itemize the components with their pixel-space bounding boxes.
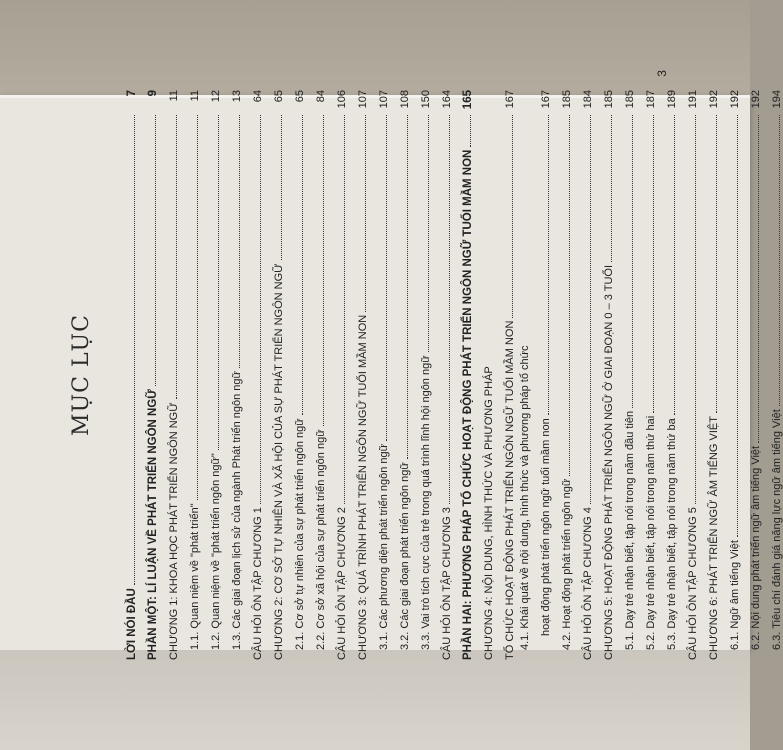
toc-entry-page: 65: [273, 90, 285, 103]
dot-leader: [343, 115, 345, 504]
toc-entry-label: PHẦN HAI: PHƯƠNG PHÁP TỔ CHỨC HOẠT ĐỘNG PHÁT TRIỂN NGÔN NGỮ TUỔI MẦM NON: [462, 149, 474, 660]
dot-leader: [715, 115, 717, 413]
dot-leader: [364, 115, 366, 312]
toc-entry-page: 185: [603, 90, 615, 109]
toc-entry: [201, 90, 222, 660]
toc-entry: [327, 90, 348, 660]
dot-leader: [301, 115, 303, 415]
toc-entry-label: CHƯƠNG 4: NỘI DUNG, HÌNH THỨC VÀ PHƯƠNG PHÁP: [483, 366, 495, 660]
toc-entry: [531, 90, 552, 660]
toc-entry-page: 187: [645, 90, 657, 109]
toc-entry: [678, 90, 699, 660]
toc-entry-page: 9: [147, 90, 159, 97]
dot-leader: [217, 115, 219, 450]
toc-entry: [516, 90, 531, 660]
toc-list: [117, 90, 783, 660]
toc-entry-page: 7: [126, 90, 138, 97]
toc-entry-page: 106: [336, 90, 348, 109]
toc-entry-label: 2.2. Cơ sở xã hội của sự phát triển ngôn ngữ: [315, 429, 327, 650]
dot-leader: [196, 115, 198, 500]
toc-entry-label: hoạt động phát triển ngôn ngữ tuổi mầm non: [540, 418, 552, 636]
toc-entry-page: 192: [729, 90, 741, 109]
toc-entry-label: 3.2. Các giai đoạn phát triển ngôn ngữ: [399, 462, 411, 650]
toc-entry-label: 4.1. Khái quát về nội dung, hình thức và phương pháp tổ chức: [519, 345, 531, 650]
toc-entry: [306, 90, 327, 660]
toc-entry: [411, 90, 432, 660]
toc-entry-page: 84: [315, 90, 327, 103]
dot-leader: [568, 115, 570, 476]
page-number: 3: [655, 70, 669, 77]
background-surface-bottom: [0, 650, 750, 750]
toc-entry-label: PHẦN MỘT: LÍ LUẬN VỀ PHÁT TRIỂN NGÔN NGỮ: [147, 389, 159, 660]
toc-entry-label: CHƯƠNG 3: QUÁ TRÌNH PHÁT TRIỂN NGÔN NGỮ TUỔI MẦM NON: [357, 314, 369, 660]
toc-entry-label: 1.1. Quan niệm về "phát triển": [189, 503, 201, 650]
dot-leader: [694, 115, 696, 504]
toc-entry-page: 167: [540, 90, 552, 109]
dot-leader: [589, 115, 591, 504]
background-surface: [0, 0, 750, 95]
toc-entry-label: CHƯƠNG 6: PHÁT TRIỂN NGỮ ÂM TIẾNG VIỆT: [708, 416, 720, 660]
toc-entry-label: 1.2. Quan niệm về "phát triển ngôn ngữ": [210, 453, 222, 650]
toc-entry-label: 5.3. Dạy trẻ nhận biết, tập nói trong năm thứ ba: [666, 418, 678, 650]
toc-entry-label: 6.2. Nội dung phát triển ngữ âm tiếng Việt: [750, 445, 762, 650]
dot-leader: [280, 115, 282, 260]
toc-entry: [243, 90, 264, 660]
toc-entry: [264, 90, 285, 660]
toc-entry-page: 185: [624, 90, 636, 109]
toc-entry: [117, 90, 138, 660]
toc-entry-label: LỜI NÓI ĐẦU: [126, 588, 138, 660]
dot-leader: [778, 115, 780, 406]
toc-entry-page: 107: [357, 90, 369, 109]
toc-entry-label: TỔ CHỨC HOẠT ĐỘNG PHÁT TRIỂN NGÔN NGỮ TUỔI MẦM NON: [504, 320, 516, 660]
toc-entry: [741, 90, 762, 660]
toc-entry: [138, 90, 159, 660]
toc-entry: [285, 90, 306, 660]
toc-entry: [720, 90, 741, 660]
toc-entry: [180, 90, 201, 660]
toc-entry-label: 4.2. Hoạt động phát triển ngôn ngữ: [561, 478, 573, 650]
toc-entry-page: 192: [708, 90, 720, 109]
dot-leader: [547, 115, 549, 415]
toc-entry-page: 11: [168, 90, 180, 102]
toc-entry-label: 2.1. Cơ sở tự nhiên của sự phát triển ngôn ngữ: [294, 418, 306, 650]
dot-leader: [736, 115, 738, 537]
toc-entry-label: 5.1. Dạy trẻ nhận biết, tập nói trong năm đầu tiên: [624, 410, 636, 650]
dot-leader: [238, 115, 240, 368]
toc-entry-page: 194: [771, 90, 783, 109]
toc-entry-label: 6.3. Tiêu chí đánh giá năng lực ngữ âm tiếng Việt: [771, 409, 783, 650]
toc-entry-page: 150: [420, 90, 432, 109]
toc-entry-page: 108: [399, 90, 411, 109]
dot-leader: [154, 115, 156, 386]
toc-entry-label: CÂU HỎI ÔN TẬP CHƯƠNG 4: [582, 507, 594, 660]
toc-entry: [369, 90, 390, 660]
dot-leader: [385, 115, 387, 441]
dot-leader: [610, 115, 612, 262]
toc-entry: [432, 90, 453, 660]
toc-entry-page: 167: [504, 90, 516, 109]
toc-entry-page: 11: [189, 90, 201, 102]
toc-entry: [453, 90, 474, 660]
toc-entry-page: 192: [750, 90, 762, 109]
dot-leader: [427, 115, 429, 352]
toc-entry-label: 1.3. Các giai đoạn lịch sử của ngành Phát triển ngôn ngữ: [231, 371, 243, 650]
toc-entry-label: 6.1. Ngữ âm tiếng Việt: [729, 540, 741, 650]
toc-entry-page: 12: [210, 90, 222, 103]
toc-entry: [159, 90, 180, 660]
toc-entry-label: CÂU HỎI ÔN TẬP CHƯƠNG 1: [252, 507, 264, 660]
toc-entry: [552, 90, 573, 660]
toc-entry-page: 184: [582, 90, 594, 109]
toc-entry: [762, 90, 783, 660]
toc-entry: [699, 90, 720, 660]
toc-entry: [573, 90, 594, 660]
dot-leader: [673, 115, 675, 415]
toc-entry-page: 189: [666, 90, 678, 109]
toc-entry-page: 64: [252, 90, 264, 103]
toc-entry: [474, 90, 495, 660]
toc-entry-page: 165: [462, 90, 474, 110]
dot-leader: [469, 115, 471, 147]
table-of-contents: [65, 70, 783, 660]
toc-entry-label: CÂU HỎI ÔN TẬP CHƯƠNG 2: [336, 507, 348, 660]
toc-entry: [657, 90, 678, 660]
toc-entry-label: CÂU HỎI ÔN TẬP CHƯƠNG 5: [687, 507, 699, 660]
toc-entry-page: 164: [441, 90, 453, 109]
toc-entry: [636, 90, 657, 660]
dot-leader: [757, 115, 759, 443]
toc-entry: [615, 90, 636, 660]
dot-leader: [175, 115, 177, 399]
toc-entry-page: 107: [378, 90, 390, 109]
toc-entry: [222, 90, 243, 660]
toc-entry-label: 3.1. Các phương diện phát triển ngôn ngữ: [378, 443, 390, 650]
dot-leader: [448, 115, 450, 504]
dot-leader: [406, 115, 408, 459]
toc-entry-page: 185: [561, 90, 573, 109]
dot-leader: [259, 115, 261, 504]
toc-entry: [594, 90, 615, 660]
toc-entry-page: 13: [231, 90, 243, 103]
toc-entry-page: 65: [294, 90, 306, 103]
toc-entry-label: CHƯƠNG 5: HOẠT ĐỘNG PHÁT TRIỂN NGÔN NGỮ Ở GIAI ĐOẠN 0 – 3 TUỔI: [603, 264, 615, 660]
page-title: MỤC LỤC: [69, 314, 94, 436]
dot-leader: [133, 115, 135, 585]
toc-entry: [348, 90, 369, 660]
toc-entry-label: 5.2. Dạy trẻ nhận biết, tập nói trong năm thứ hai: [645, 415, 657, 650]
toc-entry-label: CÂU HỎI ÔN TẬP CHƯƠNG 3: [441, 507, 453, 660]
toc-entry-label: CHƯƠNG 1: KHOA HỌC PHÁT TRIỂN NGÔN NGỮ: [168, 402, 180, 660]
toc-entry-page: 191: [687, 90, 699, 109]
toc-entry: [495, 90, 516, 660]
toc-entry-label: CHƯƠNG 2: CƠ SỞ TỰ NHIÊN VÀ XÃ HỘI CỦA SỰ PHÁT TRIỂN NGÔN NGỮ: [273, 263, 285, 660]
dot-leader: [511, 115, 513, 318]
toc-entry-label: 3.3. Vai trò tích cực của trẻ trong quá trình lĩnh hội ngôn ngữ: [420, 355, 432, 650]
dot-leader: [322, 115, 324, 426]
dot-leader: [631, 115, 633, 408]
dot-leader: [652, 115, 654, 413]
toc-entry: [390, 90, 411, 660]
